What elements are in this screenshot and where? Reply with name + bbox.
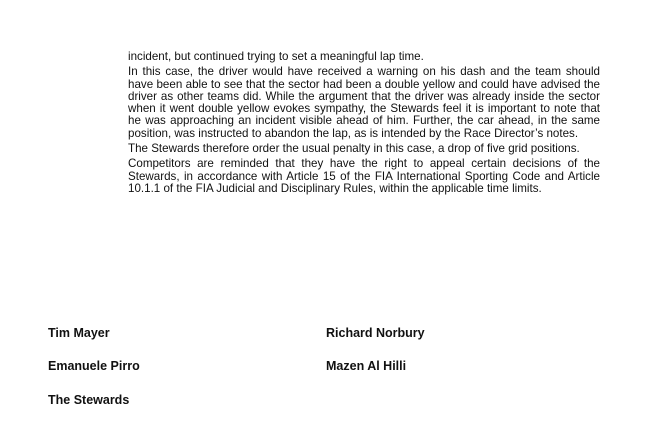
decision-body [128, 51, 600, 198]
steward-name-tim-mayer: Tim Mayer [48, 326, 110, 340]
paragraph-incident-continuation: incident, but continued trying to set a meaningful lap time. [128, 50, 424, 63]
steward-name-mazen-al-hilli: Mazen Al Hilli [326, 359, 407, 373]
paragraph-penalty: The Stewards therefore order the usual penalty in this case, a drop of five grid positions. [128, 142, 580, 156]
steward-name-richard-norbury: Richard Norbury [326, 326, 425, 340]
steward-name-emanuele-pirro: Emanuele Pirro [48, 359, 140, 373]
paragraph-reasoning: In this case, the driver would have received a warning on his dash and the team should have been able to see that the sector had been a double yellow and could have advised the driver as other teams did. While the argument that the driver was already inside the sector when it went double yellow evokes sympathy, the Stewards feel it is important to note that he was approaching an incident visible ahead of him. Further, the car ahead, in the same position, was instructed to abandon the lap, as is intended by the Race Director’s notes. [128, 65, 600, 140]
paragraph-appeal-notice: Competitors are reminded that they have the right to appeal certain decisions of the Stewards, in accordance with Article 15 of the FIA International Sporting Code and Article 10.1.1 of the FIA Judicial and Disciplinary Rules, within the applicable time limits. [128, 157, 600, 195]
stewards-footer-label: The Stewards [48, 393, 130, 407]
